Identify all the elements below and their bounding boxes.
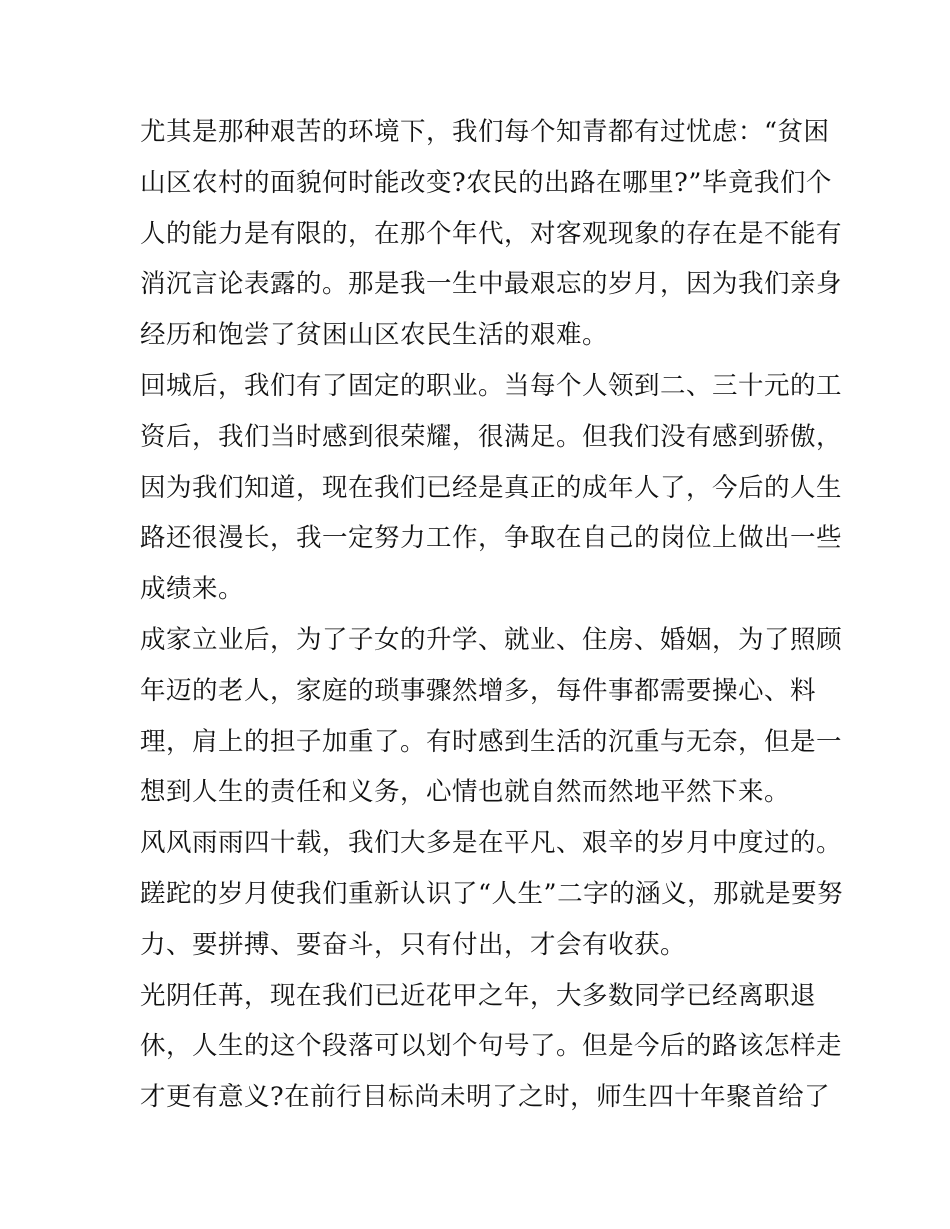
text-line: 尤其是那种艰苦的环境下，我们每个知青都有过忧虑：“贫困 [140,117,830,147]
text-line: 理，肩上的担子加重了。有时感到生活的沉重与无奈，但是一 [140,726,843,757]
text-line: 风风雨雨四十载，我们大多是在平凡、艰辛的岁月中度过的。 [140,828,843,859]
text-line: 成绩来。 [140,574,245,605]
text-line: 资后，我们当时感到很荣耀，很满足。但我们没有感到骄傲， [140,421,843,452]
text-line: 路还很漫长，我一定努力工作，争取在自己的岗位上做出一些 [140,523,843,554]
text-line: 因为我们知道，现在我们已经是真正的成年人了，今后的人生 [140,472,843,503]
text-line: 才更有意义?在前行目标尚未明了之时，师生四十年聚首给了 [140,1082,831,1113]
text-line: 人的能力是有限的，在那个年代，对客观现象的存在是不能有 [140,218,843,249]
text-line: 消沉言论表露的。那是我一生中最艰忘的岁月，因为我们亲身 [140,269,843,300]
text-line: 光阴任苒，现在我们已近花甲之年，大多数同学已经离职退 [140,980,817,1011]
text-line: 回城后，我们有了固定的职业。当每个人领到二、三十元的工 [140,370,843,401]
body-text [140,107,844,1123]
text-line: 休，人生的这个段落可以划个句号了。但是今后的路该怎样走 [140,1031,843,1062]
text-line: 经历和饱尝了贫困山区农民生活的艰难。 [140,320,609,351]
text-line: 山区农村的面貌何时能改变?农民的出路在哪里?”毕竟我们个 [140,167,832,198]
text-line: 想到人生的责任和义务，心情也就自然而然地平然下来。 [140,777,791,808]
text-line: 成家立业后，为了子女的升学、就业、住房、婚姻，为了照顾 [140,624,843,655]
text-line: 年迈的老人，家庭的琐事骤然增多，每件事都需要操心、料 [140,675,817,706]
text-line: 力、要拼搏、要奋斗，只有付出，才会有收获。 [140,929,687,960]
text-line: 蹉跎的岁月使我们重新认识了“人生”二字的涵义，那就是要努 [140,878,844,909]
